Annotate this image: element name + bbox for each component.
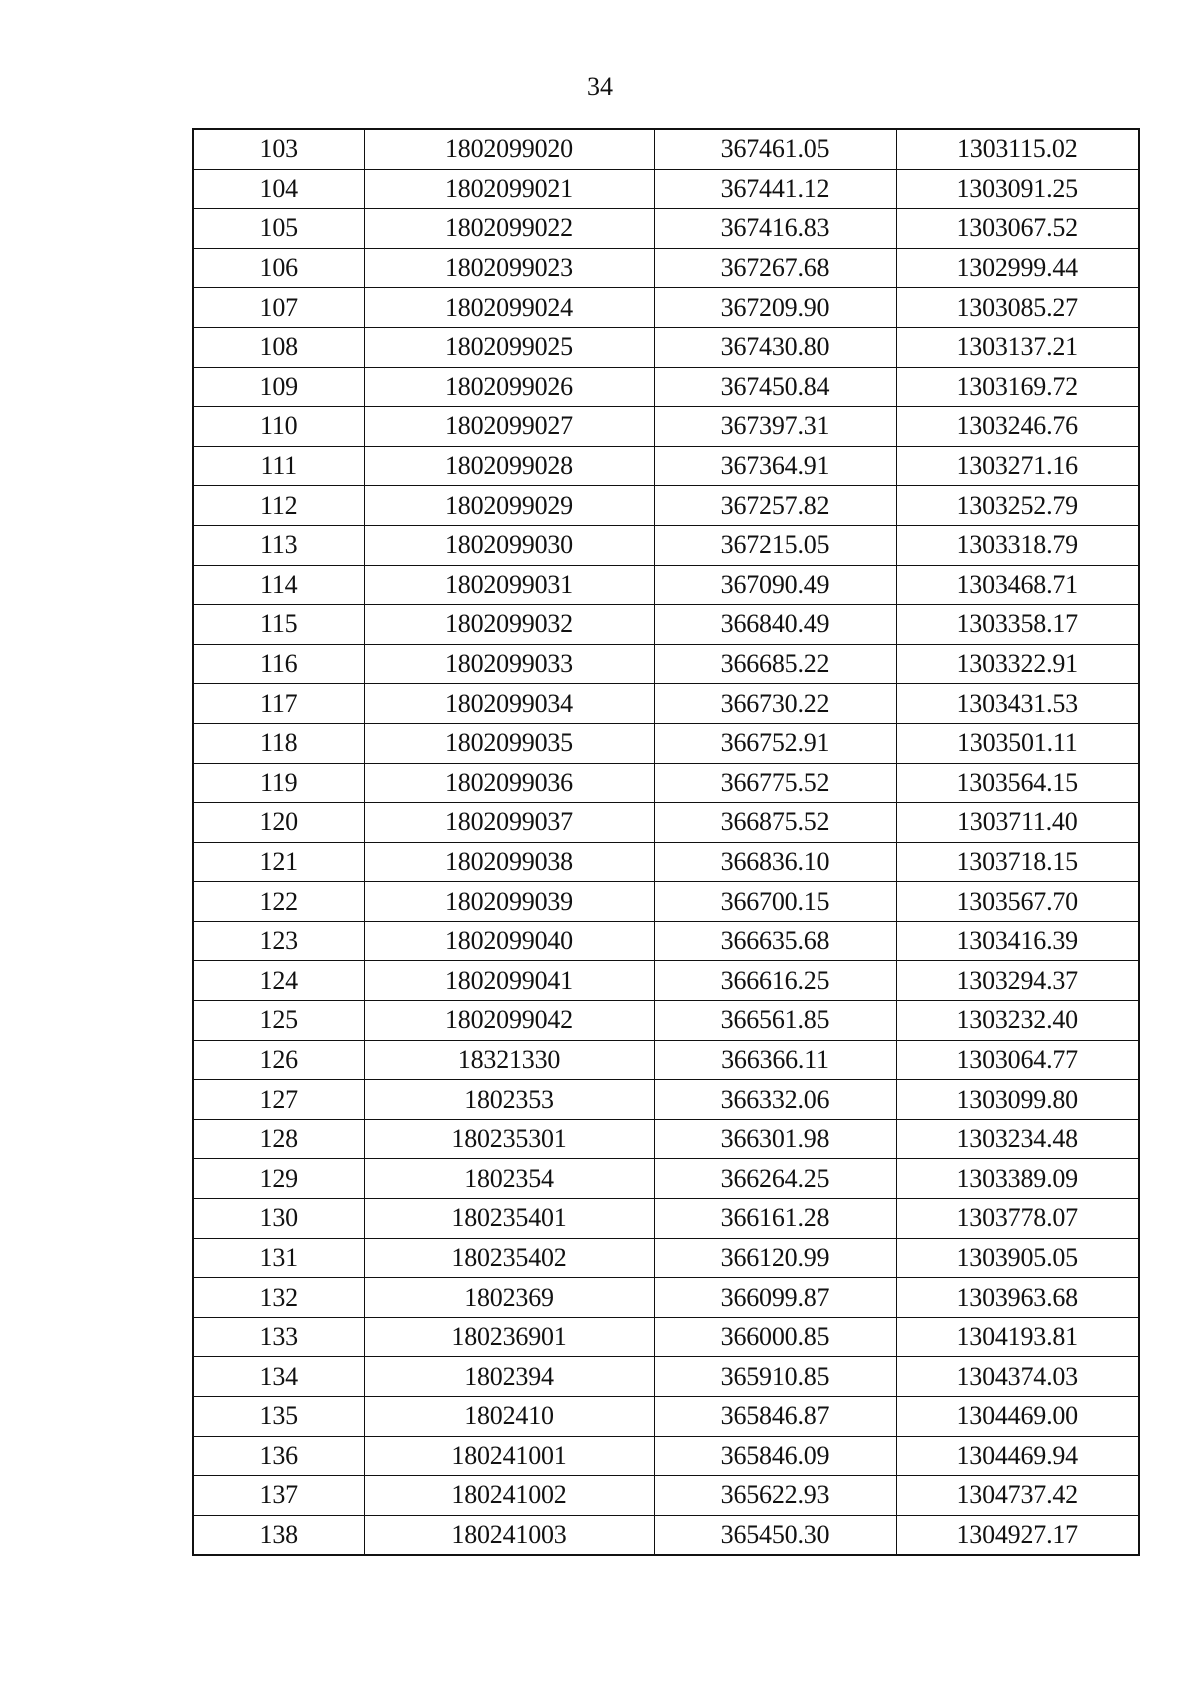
y-coordinate-cell: 1303567.70 [896,882,1139,922]
x-coordinate-cell: 367215.05 [654,525,896,565]
x-coordinate-cell: 366752.91 [654,723,896,763]
x-coordinate-cell: 365846.09 [654,1436,896,1476]
point-id-cell: 1802099033 [364,644,654,684]
point-id-cell: 1802099041 [364,961,654,1001]
row-number-cell: 134 [193,1357,364,1397]
row-number-cell: 103 [193,129,364,169]
x-coordinate-cell: 366366.11 [654,1040,896,1080]
row-number-cell: 121 [193,842,364,882]
x-coordinate-cell: 366000.85 [654,1317,896,1357]
table-row [193,525,1139,565]
y-coordinate-cell: 1303501.11 [896,723,1139,763]
x-coordinate-cell: 366775.52 [654,763,896,803]
y-coordinate-cell: 1303137.21 [896,327,1139,367]
y-coordinate-cell: 1304469.94 [896,1436,1139,1476]
point-id-cell: 180241001 [364,1436,654,1476]
row-number-cell: 113 [193,525,364,565]
table-row [193,1238,1139,1278]
point-id-cell: 180236901 [364,1317,654,1357]
point-id-cell: 1802099042 [364,1001,654,1041]
x-coordinate-cell: 366836.10 [654,842,896,882]
table-row [193,961,1139,1001]
point-id-cell: 1802099021 [364,169,654,209]
table-row [193,644,1139,684]
table-row [193,565,1139,605]
point-id-cell: 180235401 [364,1199,654,1239]
row-number-cell: 130 [193,1199,364,1239]
y-coordinate-cell: 1303252.79 [896,486,1139,526]
y-coordinate-cell: 1303711.40 [896,803,1139,843]
table-row [193,1040,1139,1080]
point-id-cell: 1802099022 [364,209,654,249]
point-id-cell: 1802394 [364,1357,654,1397]
table-row [193,882,1139,922]
point-id-cell: 1802099023 [364,248,654,288]
y-coordinate-cell: 1303294.37 [896,961,1139,1001]
coordinate-table-body [193,129,1139,1555]
x-coordinate-cell: 366301.98 [654,1119,896,1159]
table-row [193,1080,1139,1120]
table-row [193,288,1139,328]
y-coordinate-cell: 1303431.53 [896,684,1139,724]
table-row [193,1278,1139,1318]
y-coordinate-cell: 1304374.03 [896,1357,1139,1397]
row-number-cell: 126 [193,1040,364,1080]
table-row [193,921,1139,961]
y-coordinate-cell: 1303718.15 [896,842,1139,882]
table-row [193,248,1139,288]
x-coordinate-cell: 366635.68 [654,921,896,961]
page-number: 34 [587,72,613,101]
y-coordinate-cell: 1304469.00 [896,1397,1139,1437]
x-coordinate-cell: 367090.49 [654,565,896,605]
point-id-cell: 1802099034 [364,684,654,724]
x-coordinate-cell: 366685.22 [654,644,896,684]
table-row [193,1199,1139,1239]
table-row [193,605,1139,645]
row-number-cell: 117 [193,684,364,724]
y-coordinate-cell: 1303085.27 [896,288,1139,328]
x-coordinate-cell: 367430.80 [654,327,896,367]
table-row [193,367,1139,407]
row-number-cell: 119 [193,763,364,803]
table-row [193,1515,1139,1555]
table-row [193,209,1139,249]
row-number-cell: 131 [193,1238,364,1278]
table-row [193,1159,1139,1199]
point-id-cell: 1802099040 [364,921,654,961]
point-id-cell: 180235301 [364,1119,654,1159]
y-coordinate-cell: 1303905.05 [896,1238,1139,1278]
y-coordinate-cell: 1303271.16 [896,446,1139,486]
point-id-cell: 1802369 [364,1278,654,1318]
table-row [193,684,1139,724]
table-row [193,1001,1139,1041]
y-coordinate-cell: 1303416.39 [896,921,1139,961]
x-coordinate-cell: 366700.15 [654,882,896,922]
y-coordinate-cell: 1303778.07 [896,1199,1139,1239]
row-number-cell: 133 [193,1317,364,1357]
table-row [193,129,1139,169]
row-number-cell: 110 [193,407,364,447]
y-coordinate-cell: 1303246.76 [896,407,1139,447]
y-coordinate-cell: 1303234.48 [896,1119,1139,1159]
table-row [193,1119,1139,1159]
row-number-cell: 125 [193,1001,364,1041]
table-row [193,446,1139,486]
row-number-cell: 106 [193,248,364,288]
point-id-cell: 1802099026 [364,367,654,407]
point-id-cell: 18321330 [364,1040,654,1080]
row-number-cell: 115 [193,605,364,645]
table-row [193,486,1139,526]
x-coordinate-cell: 367461.05 [654,129,896,169]
x-coordinate-cell: 367267.68 [654,248,896,288]
y-coordinate-cell: 1304737.42 [896,1476,1139,1516]
point-id-cell: 1802099035 [364,723,654,763]
x-coordinate-cell: 366840.49 [654,605,896,645]
x-coordinate-cell: 367450.84 [654,367,896,407]
y-coordinate-cell: 1303115.02 [896,129,1139,169]
table-row [193,1357,1139,1397]
point-id-cell: 180241002 [364,1476,654,1516]
row-number-cell: 112 [193,486,364,526]
table-row [193,407,1139,447]
point-id-cell: 180235402 [364,1238,654,1278]
point-id-cell: 180241003 [364,1515,654,1555]
point-id-cell: 1802410 [364,1397,654,1437]
point-id-cell: 1802099024 [364,288,654,328]
row-number-cell: 128 [193,1119,364,1159]
row-number-cell: 116 [193,644,364,684]
y-coordinate-cell: 1303389.09 [896,1159,1139,1199]
row-number-cell: 111 [193,446,364,486]
row-number-cell: 135 [193,1397,364,1437]
table-row [193,1476,1139,1516]
table-row [193,723,1139,763]
point-id-cell: 1802099020 [364,129,654,169]
row-number-cell: 129 [193,1159,364,1199]
x-coordinate-cell: 366332.06 [654,1080,896,1120]
row-number-cell: 104 [193,169,364,209]
row-number-cell: 107 [193,288,364,328]
table-row [193,1397,1139,1437]
point-id-cell: 1802099037 [364,803,654,843]
y-coordinate-cell: 1303169.72 [896,367,1139,407]
y-coordinate-cell: 1303468.71 [896,565,1139,605]
x-coordinate-cell: 366875.52 [654,803,896,843]
y-coordinate-cell: 1303963.68 [896,1278,1139,1318]
x-coordinate-cell: 367257.82 [654,486,896,526]
point-id-cell: 1802099027 [364,407,654,447]
x-coordinate-cell: 366561.85 [654,1001,896,1041]
row-number-cell: 124 [193,961,364,1001]
x-coordinate-cell: 367364.91 [654,446,896,486]
y-coordinate-cell: 1303091.25 [896,169,1139,209]
row-number-cell: 138 [193,1515,364,1555]
table-row [193,327,1139,367]
row-number-cell: 122 [193,882,364,922]
point-id-cell: 1802353 [364,1080,654,1120]
x-coordinate-cell: 367397.31 [654,407,896,447]
y-coordinate-cell: 1304927.17 [896,1515,1139,1555]
point-id-cell: 1802354 [364,1159,654,1199]
row-number-cell: 114 [193,565,364,605]
y-coordinate-cell: 1303358.17 [896,605,1139,645]
x-coordinate-cell: 366730.22 [654,684,896,724]
row-number-cell: 136 [193,1436,364,1476]
y-coordinate-cell: 1303064.77 [896,1040,1139,1080]
y-coordinate-cell: 1302999.44 [896,248,1139,288]
point-id-cell: 1802099039 [364,882,654,922]
row-number-cell: 137 [193,1476,364,1516]
row-number-cell: 109 [193,367,364,407]
point-id-cell: 1802099032 [364,605,654,645]
row-number-cell: 132 [193,1278,364,1318]
x-coordinate-cell: 365910.85 [654,1357,896,1397]
point-id-cell: 1802099028 [364,446,654,486]
x-coordinate-cell: 366099.87 [654,1278,896,1318]
point-id-cell: 1802099030 [364,525,654,565]
x-coordinate-cell: 366616.25 [654,961,896,1001]
table-row [193,1317,1139,1357]
x-coordinate-cell: 365450.30 [654,1515,896,1555]
y-coordinate-cell: 1303067.52 [896,209,1139,249]
y-coordinate-cell: 1304193.81 [896,1317,1139,1357]
row-number-cell: 123 [193,921,364,961]
coordinate-table [192,128,1140,1556]
y-coordinate-cell: 1303318.79 [896,525,1139,565]
x-coordinate-cell: 366264.25 [654,1159,896,1199]
y-coordinate-cell: 1303232.40 [896,1001,1139,1041]
point-id-cell: 1802099036 [364,763,654,803]
x-coordinate-cell: 367209.90 [654,288,896,328]
y-coordinate-cell: 1303099.80 [896,1080,1139,1120]
x-coordinate-cell: 365846.87 [654,1397,896,1437]
x-coordinate-cell: 367441.12 [654,169,896,209]
point-id-cell: 1802099031 [364,565,654,605]
x-coordinate-cell: 366161.28 [654,1199,896,1239]
table-row [193,803,1139,843]
row-number-cell: 118 [193,723,364,763]
x-coordinate-cell: 367416.83 [654,209,896,249]
x-coordinate-cell: 366120.99 [654,1238,896,1278]
table-row [193,763,1139,803]
row-number-cell: 105 [193,209,364,249]
row-number-cell: 127 [193,1080,364,1120]
y-coordinate-cell: 1303322.91 [896,644,1139,684]
table-row [193,169,1139,209]
table-row [193,842,1139,882]
row-number-cell: 120 [193,803,364,843]
point-id-cell: 1802099025 [364,327,654,367]
table-row [193,1436,1139,1476]
point-id-cell: 1802099038 [364,842,654,882]
y-coordinate-cell: 1303564.15 [896,763,1139,803]
x-coordinate-cell: 365622.93 [654,1476,896,1516]
row-number-cell: 108 [193,327,364,367]
point-id-cell: 1802099029 [364,486,654,526]
